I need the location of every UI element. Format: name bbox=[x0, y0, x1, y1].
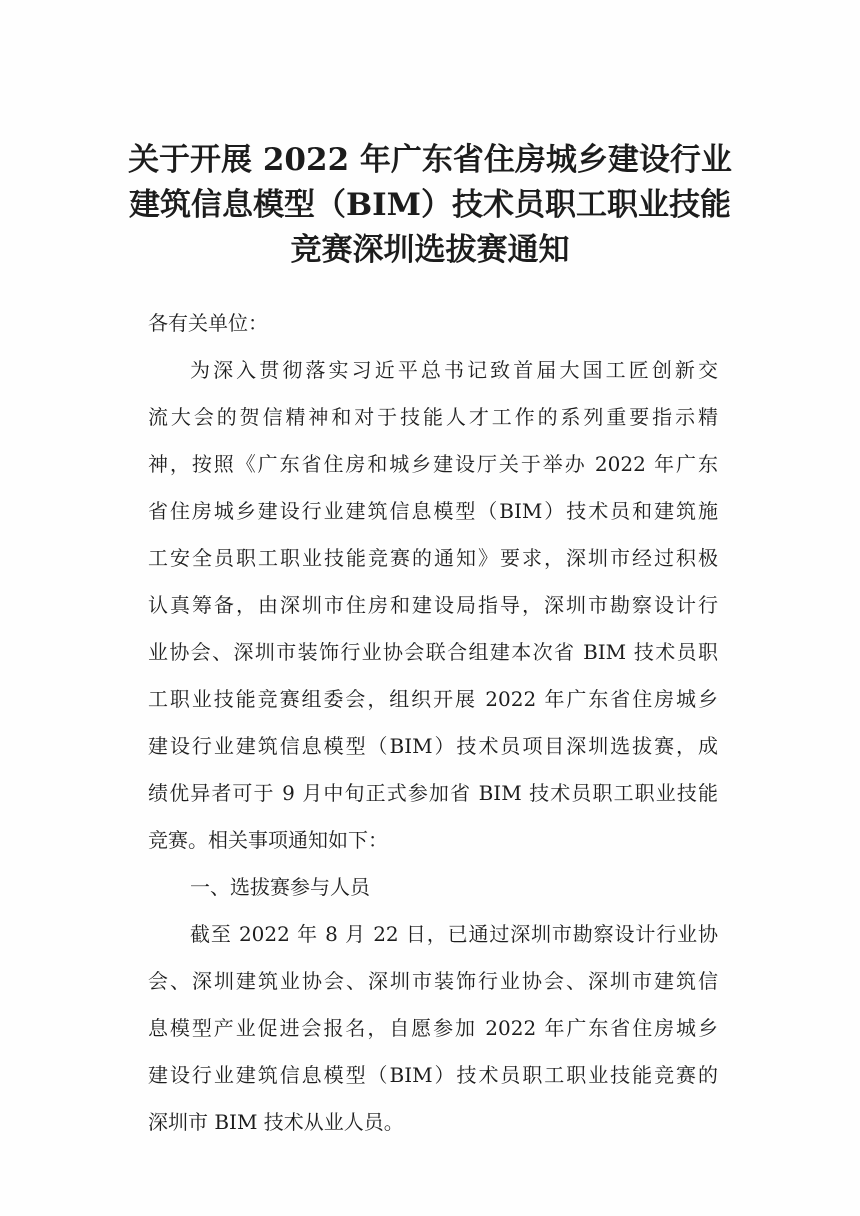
title-line: 建筑信息模型（BIM）技术员职工职业技能 bbox=[128, 187, 732, 223]
paragraph-line: 工安全员职工职业技能竞赛的通知》要求，深圳市经过积极 bbox=[148, 546, 718, 570]
paragraph-line: 省住房城乡建设行业建筑信息模型（BIM）技术员和建筑施 bbox=[148, 499, 718, 523]
paragraph-line: 竞赛。相关事项通知如下： bbox=[148, 828, 388, 852]
paragraph-line: 为深入贯彻落实习近平总书记致首届大国工匠创新交 bbox=[190, 358, 718, 382]
paragraph-line: 截至 2022 年 8 月 22 日，已通过深圳市勘察设计行业协 bbox=[190, 922, 718, 946]
paragraph-line: 业协会、深圳市装饰行业协会联合组建本次省 BIM 技术员职 bbox=[148, 640, 718, 664]
paragraph-line: 建设行业建筑信息模型（BIM）技术员职工职业技能竞赛的 bbox=[148, 1063, 718, 1087]
paragraph-line: 工职业技能竞赛组委会，组织开展 2022 年广东省住房城乡 bbox=[148, 687, 718, 711]
paragraph-line: 会、深圳建筑业协会、深圳市装饰行业协会、深圳市建筑信 bbox=[148, 969, 718, 993]
paragraph-line: 认真筹备，由深圳市住房和建设局指导，深圳市勘察设计行 bbox=[148, 593, 718, 617]
document-body bbox=[148, 300, 718, 1146]
title-line: 关于开展 2022 年广东省住房城乡建设行业 bbox=[128, 142, 732, 178]
paragraph-line: 建设行业建筑信息模型（BIM）技术员项目深圳选拔赛，成 bbox=[148, 734, 718, 758]
paragraph-line: 神，按照《广东省住房和城乡建设厅关于举办 2022 年广东 bbox=[148, 452, 718, 476]
title-line: 竞赛深圳选拔赛通知 bbox=[290, 232, 570, 268]
paragraph-line: 深圳市 BIM 技术从业人员。 bbox=[148, 1110, 404, 1134]
paragraph-2 bbox=[148, 911, 718, 1146]
paragraph-1 bbox=[148, 347, 718, 864]
paragraph-line: 绩优异者可于 9 月中旬正式参加省 BIM 技术员职工职业技能 bbox=[148, 781, 718, 805]
section-heading: 一、选拔赛参与人员 bbox=[190, 875, 370, 899]
paragraph-line: 息模型产业促进会报名，自愿参加 2022 年广东省住房城乡 bbox=[148, 1016, 718, 1040]
salutation: 各有关单位： bbox=[148, 311, 268, 335]
paragraph-line: 流大会的贺信精神和对于技能人才工作的系列重要指示精 bbox=[148, 405, 718, 429]
document-title bbox=[120, 138, 740, 273]
